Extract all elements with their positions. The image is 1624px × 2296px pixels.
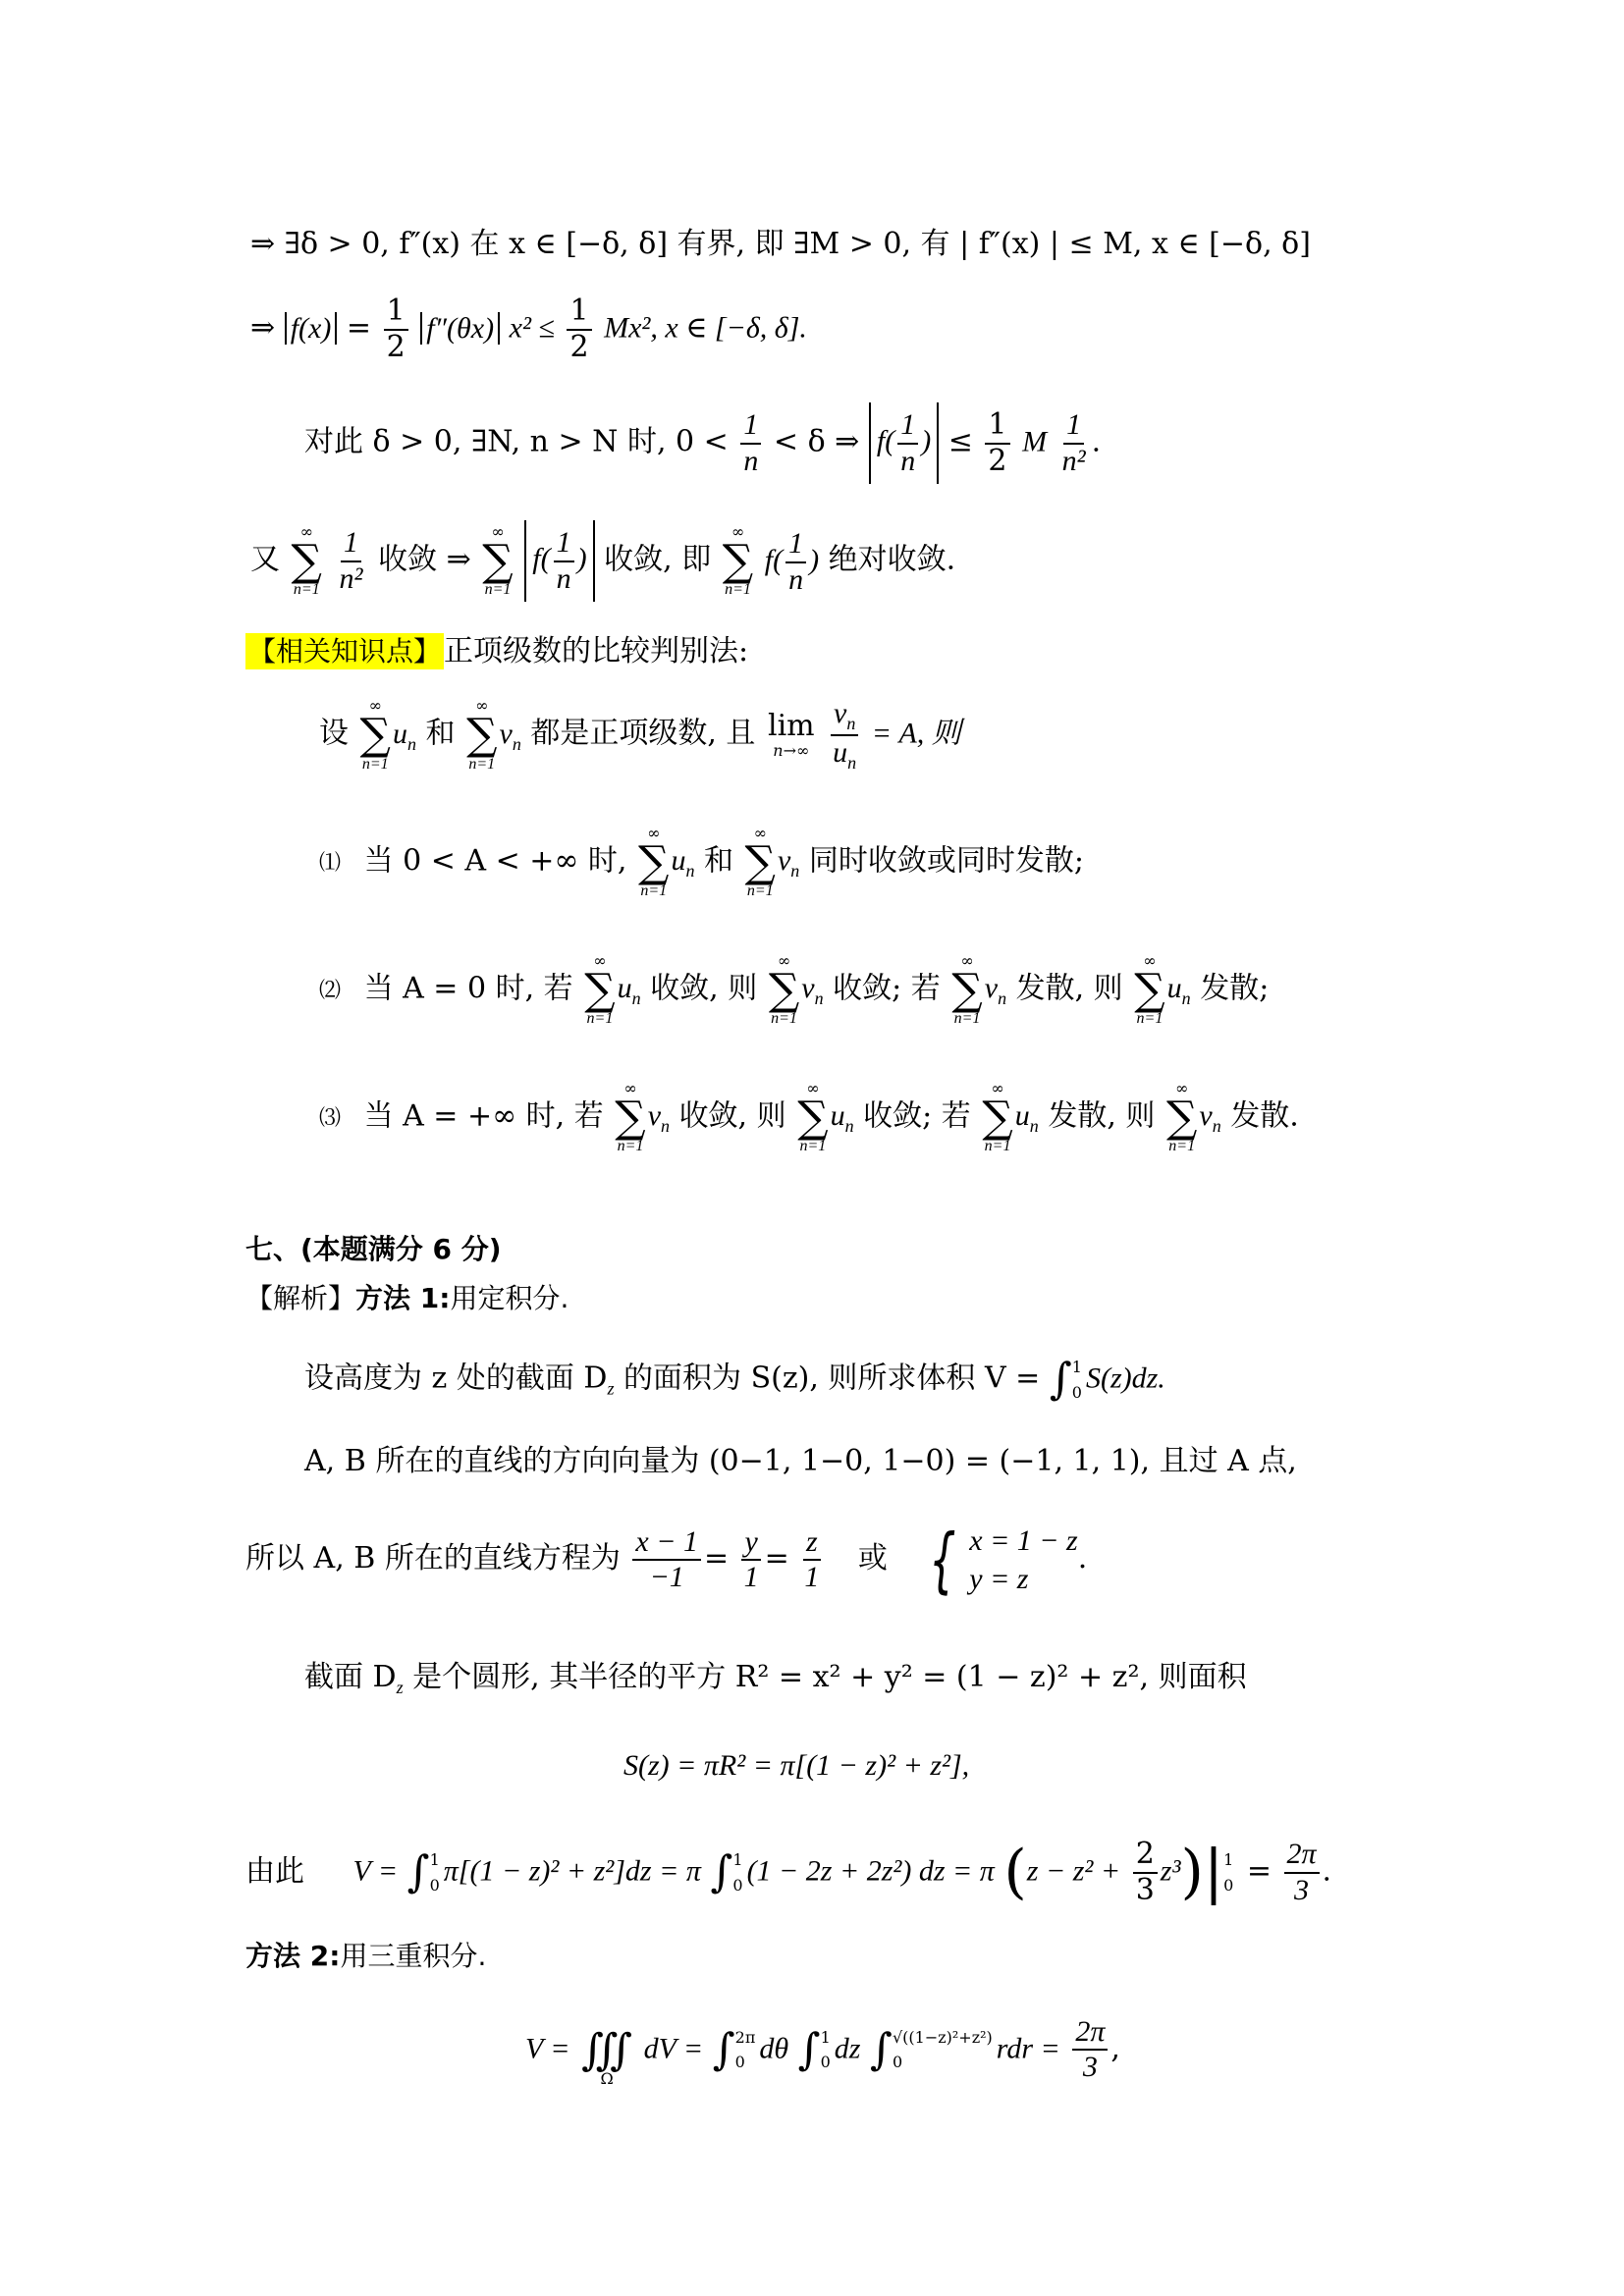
text: V = xyxy=(525,2032,570,2065)
upper: ∞ xyxy=(593,951,607,970)
upper: 1 xyxy=(1223,1849,1234,1869)
triple-integral xyxy=(581,2012,632,2088)
f-open: f( xyxy=(876,424,895,457)
lower: 0 xyxy=(892,2053,903,2072)
abs-f-1-over-n-2 xyxy=(524,520,594,602)
sub: n xyxy=(844,1116,854,1137)
text-she: 设 xyxy=(319,716,349,751)
sub-z: z xyxy=(396,1678,404,1697)
leq: ≤ xyxy=(947,424,973,459)
line-delta-n: 对此 δ > 0, ∃N, n > N 时, 0 < $\frac{1}{n}$ < δ ⇒ f( $\frac{1}{n}$ ) ≤ $\frac{1}{2}$ M $\frac{1}{\text{n²}}$ . xyxy=(304,402,1101,484)
num: 1 xyxy=(985,408,1009,445)
lower: n=1 xyxy=(640,882,668,900)
sub: n xyxy=(998,988,1007,1009)
text: π[(1 − z)² + z²]dz = π xyxy=(443,1854,701,1888)
lower: n=1 xyxy=(617,1138,644,1155)
text: dθ xyxy=(759,2032,789,2065)
text-converge: 收敛 ⇒ xyxy=(378,542,471,577)
lower: n=1 xyxy=(1168,1138,1196,1155)
upper: ∞ xyxy=(623,1079,637,1097)
lower: n=1 xyxy=(484,581,512,599)
text-x2: x² ≤ xyxy=(509,311,555,345)
line-case-3 xyxy=(319,1080,1299,1155)
implies: ⇒ xyxy=(250,310,276,346)
sum-u xyxy=(797,1080,828,1155)
f-open: f( xyxy=(764,543,784,576)
upper: ∞ xyxy=(491,522,505,542)
region: Ω xyxy=(600,2069,614,2089)
line-knowledge-tag xyxy=(245,633,748,670)
term-u xyxy=(1014,1099,1039,1137)
sum-u-2 xyxy=(982,1080,1012,1155)
f-1-over-n xyxy=(764,527,820,596)
text: 发散, 则 xyxy=(1048,1098,1156,1134)
eq: = xyxy=(1246,1853,1272,1889)
text-converge-2: 收敛, 即 xyxy=(604,542,712,577)
line-method-2 xyxy=(245,1939,486,1973)
frac-1-over-n2 xyxy=(1059,408,1089,478)
f-close: ) xyxy=(576,542,587,575)
upper: ∞ xyxy=(777,951,791,970)
num: y xyxy=(741,1525,760,1562)
method-2-label: 方法 2: xyxy=(245,1940,341,1972)
text: (1 − 2z + 2z²) dz = π xyxy=(746,1854,995,1888)
f-close: ) xyxy=(921,424,932,457)
den: n xyxy=(788,562,804,596)
den: 1 xyxy=(804,1561,820,1593)
den: 3 xyxy=(1082,2051,1098,2084)
line-analysis xyxy=(245,1281,568,1315)
lower: 0 xyxy=(1223,1875,1234,1895)
v: v xyxy=(777,844,791,878)
line-triple-integral xyxy=(525,2012,1120,2088)
lower: 0 xyxy=(734,2053,745,2072)
num: 2π xyxy=(1072,2015,1108,2052)
sub: n xyxy=(631,988,641,1009)
text: 收敛; 若 xyxy=(863,1098,971,1134)
sum-u xyxy=(638,825,669,900)
text: 发散. xyxy=(1230,1098,1299,1134)
frac-2pi-3 xyxy=(1072,2015,1108,2085)
lower: 0 xyxy=(820,2053,831,2072)
den: 2 xyxy=(569,329,589,364)
knowledge-tag: 【相关知识点】 xyxy=(245,633,444,669)
lower: n=1 xyxy=(1136,1010,1164,1028)
sigma: ∑ xyxy=(722,535,754,586)
sub: n xyxy=(846,714,856,733)
upper: 1 xyxy=(732,1849,743,1869)
sigma: ∑ xyxy=(1134,964,1165,1015)
section-7-heading xyxy=(245,1232,502,1266)
sigma: ∑ xyxy=(797,1092,829,1143)
line-volume-result: 由此 V = ∫ 1 0 π[(1 − z)² + z²]dz = π ∫ 1 0 (1 − 2z + 2z²) dz = π (z − z² + $\frac{2}{3}$ z³)| 1 0 = $\frac{2\pi}{3}$ . xyxy=(245,1837,1332,1907)
abs-fx: f(x) xyxy=(285,312,338,345)
upper: ∞ xyxy=(753,824,767,842)
u: u xyxy=(671,844,686,878)
sigma: ∑ xyxy=(291,535,322,586)
sub-z: z xyxy=(607,1378,615,1399)
text: z³ xyxy=(1160,1854,1181,1888)
lower: n=1 xyxy=(746,882,774,900)
frac-z xyxy=(801,1525,822,1595)
num: x − 1 xyxy=(632,1525,701,1562)
text: 是个圆形, 其半径的平方 R² = x² + y² = (1 − z)² + z², 则面积 xyxy=(412,1660,1247,1694)
text: S(z) = πR² = π[(1 − z)² + z²], xyxy=(623,1749,970,1782)
term-v xyxy=(499,717,521,754)
analysis-label: 【解析】 xyxy=(245,1282,356,1314)
text-case3: 当 A = +∞ 时, 若 xyxy=(363,1098,604,1134)
num: 1 xyxy=(554,526,574,562)
sigma: ∑ xyxy=(359,709,391,760)
sum-u-2 xyxy=(1134,952,1164,1028)
bounds xyxy=(1072,1355,1082,1405)
sigma: ∑ xyxy=(768,964,800,1015)
text-positive-series: 都是正项级数, 且 xyxy=(530,716,756,751)
text: 发散, 则 xyxy=(1015,971,1123,1006)
num: 2π xyxy=(1284,1838,1320,1874)
text-case1: 当 0 < A < +∞ 时, xyxy=(363,843,627,879)
v: v xyxy=(647,1099,662,1133)
lower: n=1 xyxy=(953,1010,981,1028)
sub: n xyxy=(790,861,800,881)
term-v xyxy=(801,972,824,1009)
text: 的面积为 S(z), 则所求体积 V = xyxy=(623,1361,1041,1396)
num: 1 xyxy=(897,408,918,445)
upper: √((1−z)²+z²) xyxy=(892,2027,993,2047)
text-comparison-test: 正项级数的比较判别法: xyxy=(444,634,749,668)
text: 发散; xyxy=(1200,971,1270,1006)
num: 1 xyxy=(785,527,806,563)
upper: 1 xyxy=(1071,1358,1082,1376)
triple-sign: ∭ xyxy=(581,2024,633,2075)
lim: lim xyxy=(767,709,815,744)
num: 2 xyxy=(1133,1838,1158,1874)
sum-u xyxy=(584,952,615,1028)
text: V = xyxy=(352,1854,399,1888)
frac-1-over-n xyxy=(740,408,761,478)
num: 1 xyxy=(740,408,761,445)
frac xyxy=(554,526,574,596)
frac-half-2 xyxy=(567,294,591,364)
lower: n=1 xyxy=(293,581,320,599)
den xyxy=(830,736,859,774)
rows xyxy=(969,1522,1077,1598)
text-lt-delta: < δ ⇒ xyxy=(773,424,860,459)
line-comparison-setup xyxy=(319,697,961,773)
den: 2 xyxy=(988,443,1007,478)
upper: ∞ xyxy=(475,696,489,716)
den: 3 xyxy=(1135,1872,1155,1907)
den: n² xyxy=(339,561,363,595)
method-1-label: 方法 1: xyxy=(355,1282,451,1314)
den: n xyxy=(743,444,759,477)
frac-2-3 xyxy=(1133,1838,1158,1907)
case-number: ⑶ xyxy=(319,1106,342,1132)
u: u xyxy=(830,1099,845,1133)
sum-v xyxy=(745,825,776,900)
upper: ∞ xyxy=(1175,1079,1189,1097)
sigma: ∑ xyxy=(951,964,983,1015)
den: 1 xyxy=(743,1561,759,1593)
sum-v xyxy=(769,952,799,1028)
sum-op-2 xyxy=(482,523,513,599)
sub: n xyxy=(661,1116,671,1137)
line-line-equation: 所以 A, B 所在的直线方程为 $\frac{x - 1}{-1}$ = $\frac{y}{1}$ = $\frac{z}{1}$ 或 { x = 1 − z y = z . xyxy=(245,1519,1088,1601)
term-v xyxy=(777,844,800,881)
term-u xyxy=(1166,972,1191,1009)
lower: n=1 xyxy=(771,1010,797,1028)
sum-v xyxy=(615,1080,645,1155)
line-bounded-second-derivative xyxy=(250,226,1311,263)
comma: , xyxy=(1110,2031,1120,2066)
sigma: ∑ xyxy=(1165,1092,1198,1143)
upper: ∞ xyxy=(960,951,974,970)
sigma: ∑ xyxy=(466,709,498,760)
v: v xyxy=(499,717,513,750)
bounds xyxy=(430,1847,440,1897)
u: u xyxy=(392,717,407,750)
text: 所以 A, B 所在的直线方程为 xyxy=(245,1541,621,1575)
line-volume-def xyxy=(304,1355,1165,1405)
text: 收敛, 则 xyxy=(678,1098,786,1134)
frac-2pi-3 xyxy=(1284,1838,1320,1907)
sub: n xyxy=(814,988,824,1009)
lower: 0 xyxy=(429,1875,440,1895)
text-case2: 当 A = 0 时, 若 xyxy=(363,971,573,1006)
line-cross-section xyxy=(304,1659,1247,1699)
den: n xyxy=(900,444,916,477)
term-v xyxy=(1199,1099,1221,1137)
sigma: ∑ xyxy=(482,535,514,586)
lower: n=1 xyxy=(586,1010,614,1028)
text-bounded: ⇒ ∃δ > 0, f″(x) 在 x ∈ [−δ, δ] 有界, 即 ∃M > 0, 有 | f″(x) | ≤ M, x ∈ [−δ, δ] xyxy=(250,227,1311,261)
upper: ∞ xyxy=(647,824,661,842)
text: dz xyxy=(834,2032,861,2065)
integral-sign: ∫ xyxy=(1049,1354,1072,1405)
frac-half-3 xyxy=(985,408,1009,478)
line-absolute-convergence xyxy=(250,520,955,602)
text-same: 同时收敛或同时发散; xyxy=(808,843,1084,879)
v: v xyxy=(984,972,999,1005)
text-M: M xyxy=(1022,425,1048,458)
bounds xyxy=(732,1847,742,1897)
text: 设高度为 z 处的截面 D xyxy=(304,1361,608,1396)
frac-v-over-u xyxy=(830,697,859,773)
abs-f-1-over-n xyxy=(869,402,939,484)
text-mx2: Mx², x ∈ [−δ, δ]. xyxy=(604,311,807,345)
den: −1 xyxy=(649,1561,684,1593)
lower: 0 xyxy=(1071,1382,1082,1402)
integrand: S(z)dz. xyxy=(1085,1362,1165,1395)
row-2: y = z xyxy=(969,1563,1029,1595)
num: z xyxy=(803,1525,821,1562)
upper: ∞ xyxy=(806,1079,820,1097)
sigma: ∑ xyxy=(584,964,616,1015)
frac-1-over-n2-b xyxy=(337,526,366,596)
num: 1 xyxy=(1063,408,1084,445)
sum-op-3 xyxy=(723,523,753,599)
sum-u xyxy=(360,697,391,773)
integral-sign: ∫ xyxy=(406,1846,430,1897)
frac-half xyxy=(384,294,408,364)
text: 截面 D xyxy=(304,1660,397,1694)
den: 3 xyxy=(1294,1873,1310,1906)
v: v xyxy=(1199,1099,1213,1133)
text: dV = xyxy=(643,2032,704,2065)
sigma: ∑ xyxy=(638,836,670,887)
frac-x xyxy=(632,1525,701,1595)
text: z − z² + xyxy=(1026,1854,1121,1888)
u: u xyxy=(833,735,848,769)
lower: n=1 xyxy=(799,1138,827,1155)
v: v xyxy=(801,972,815,1005)
lower: 0 xyxy=(732,1875,743,1895)
integral-sign: ∫ xyxy=(797,2024,821,2075)
term-u xyxy=(830,1099,854,1137)
sub: n xyxy=(1181,988,1191,1009)
frac xyxy=(897,408,918,478)
term-u xyxy=(671,844,695,881)
upper: ∞ xyxy=(1143,951,1157,970)
sigma: ∑ xyxy=(615,1092,646,1143)
bounds xyxy=(893,2025,993,2075)
sum-v-2 xyxy=(1166,1080,1197,1155)
line-taylor-estimate xyxy=(250,294,807,364)
text-abs-converge: 绝对收敛. xyxy=(828,542,956,577)
eq: = xyxy=(346,310,372,346)
f-open: f( xyxy=(532,542,551,575)
text-he: 和 xyxy=(425,716,456,751)
num xyxy=(831,697,858,736)
case-number: ⑵ xyxy=(319,979,342,1004)
sub: n xyxy=(1029,1116,1039,1137)
text-delta: 对此 δ > 0, ∃N, n > N 时, 0 < xyxy=(304,424,729,459)
text-he: 和 xyxy=(703,843,733,879)
row-1: x = 1 − z xyxy=(969,1524,1078,1557)
lower: n=1 xyxy=(468,755,496,773)
integral-sign: ∫ xyxy=(712,2024,735,2075)
equation-system xyxy=(920,1519,1078,1601)
text-you: 又 xyxy=(250,542,280,577)
sigma: ∑ xyxy=(744,836,776,887)
sub: n xyxy=(406,733,416,754)
den: n² xyxy=(1061,444,1086,477)
sub: n xyxy=(1212,1116,1221,1137)
line-case-1 xyxy=(319,825,1084,900)
line-case-2 xyxy=(319,952,1269,1028)
sum-v-2 xyxy=(951,952,982,1028)
integral-sign: ∫ xyxy=(870,2024,893,2075)
text: A, B 所在的直线的方向向量为 (0−1, 1−0, 1−0) = (−1, 1, 1), 且过 A 点, xyxy=(304,1444,1297,1478)
sub: n xyxy=(847,752,857,773)
text: rdr = xyxy=(996,2032,1060,2065)
lower: n=1 xyxy=(725,581,751,599)
line-direction-vector xyxy=(304,1443,1297,1480)
lower: n=1 xyxy=(984,1138,1011,1155)
integral-sign: ∫ xyxy=(710,1846,733,1897)
term-u xyxy=(392,717,416,754)
frac xyxy=(785,527,806,597)
upper: ∞ xyxy=(731,522,745,542)
method-1-text: 用定积分. xyxy=(450,1282,569,1314)
case-number: ⑴ xyxy=(319,851,342,877)
term-v xyxy=(647,1099,671,1137)
line-area xyxy=(623,1747,969,1785)
upper: 2π xyxy=(734,2027,756,2047)
text-or: 或 xyxy=(857,1541,888,1575)
text: 收敛, 则 xyxy=(650,971,758,1006)
u: u xyxy=(1166,972,1182,1005)
upper: ∞ xyxy=(299,522,313,542)
num: 1 xyxy=(567,294,591,331)
bounds xyxy=(821,2025,831,2075)
frac-y xyxy=(741,1525,762,1595)
text: 收敛; 若 xyxy=(833,971,941,1006)
den: 2 xyxy=(386,329,406,364)
sum-v xyxy=(466,697,497,773)
f-close: ) xyxy=(809,543,820,576)
lower: n=1 xyxy=(361,755,389,773)
term-v xyxy=(984,972,1007,1009)
sub: n xyxy=(685,861,695,881)
bounds xyxy=(1223,1847,1233,1897)
text-eq-A: = A, 则 xyxy=(871,717,961,750)
v: v xyxy=(834,697,847,729)
sum-op xyxy=(292,523,322,599)
u: u xyxy=(1014,1099,1030,1133)
num: 1 xyxy=(341,526,361,562)
num: 1 xyxy=(384,294,408,331)
abs-f2: f″(θx) xyxy=(420,312,500,345)
brace: { xyxy=(929,1519,957,1601)
section-title: 七、(本题满分 6 分) xyxy=(245,1233,502,1265)
den: n xyxy=(556,561,571,595)
sigma: ∑ xyxy=(982,1092,1013,1143)
bounds xyxy=(735,2025,756,2075)
upper: 1 xyxy=(429,1849,440,1869)
u: u xyxy=(617,972,632,1005)
term-u xyxy=(617,972,641,1009)
text-youci: 由此 xyxy=(245,1853,304,1889)
sub: n xyxy=(512,733,521,754)
upper: 1 xyxy=(820,2027,831,2047)
lim-sub: n→∞ xyxy=(773,741,810,761)
limit-op xyxy=(768,710,815,760)
upper: ∞ xyxy=(991,1079,1004,1097)
method-2-text: 用三重积分. xyxy=(340,1940,487,1972)
upper: ∞ xyxy=(368,696,382,716)
